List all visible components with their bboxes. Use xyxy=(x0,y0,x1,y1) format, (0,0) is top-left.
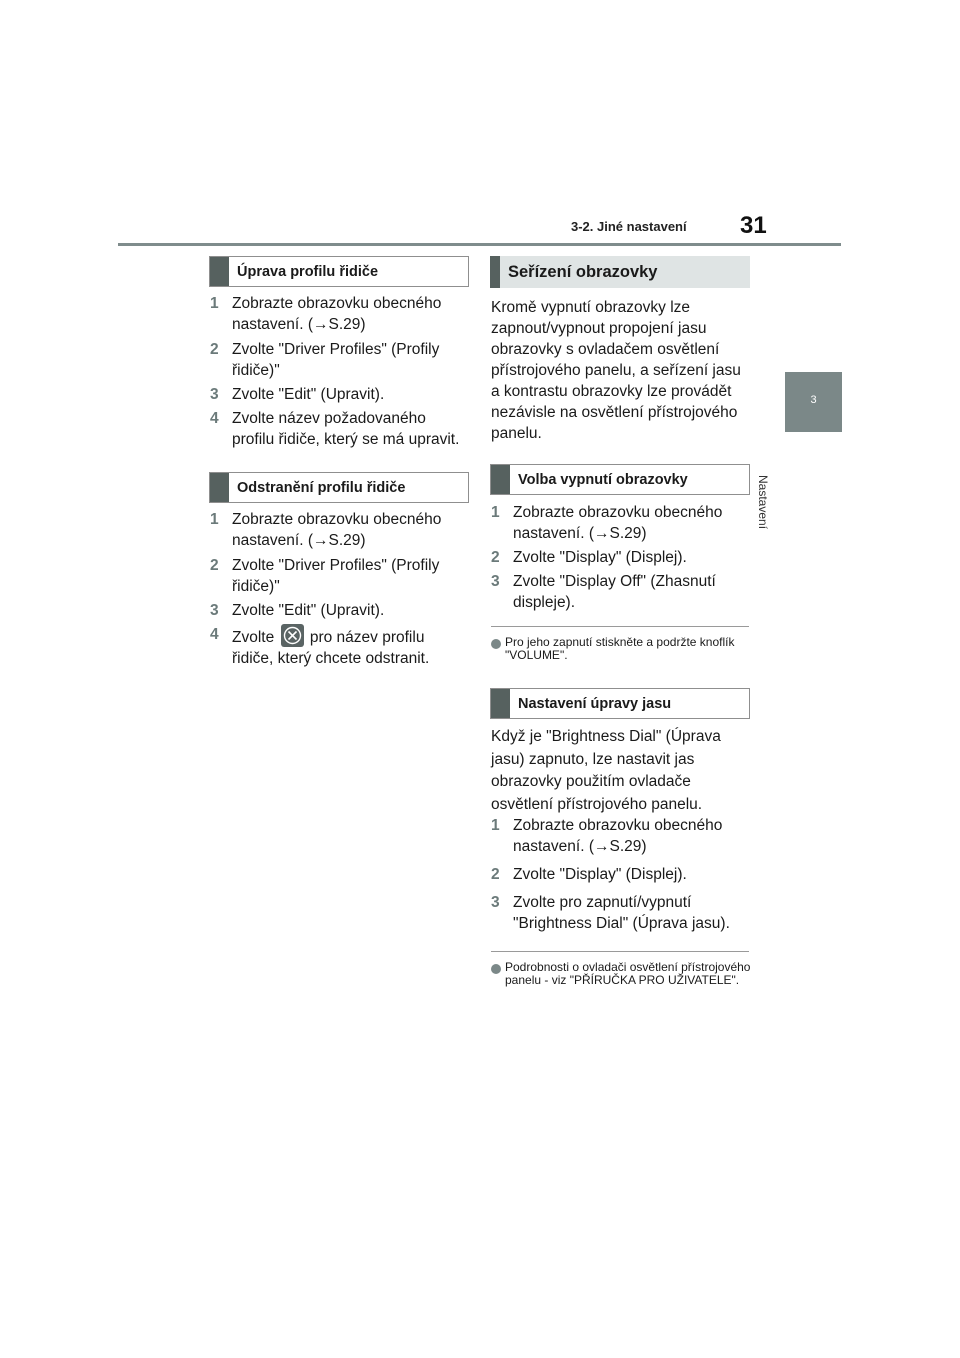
note-rule xyxy=(491,626,749,627)
chapter-label: Nastavení xyxy=(756,475,770,530)
delete-x-icon xyxy=(281,624,304,647)
step-text: Zvolte "Display" (Displej). xyxy=(513,549,687,566)
step-text: Zobrazte obrazovku obecného nastavení. (→S.29) xyxy=(232,511,442,549)
step-number: 3 xyxy=(210,386,219,403)
heading-bar xyxy=(210,257,229,286)
heading-text: Volba vypnutí obrazovky xyxy=(518,471,688,488)
heading-screen-adjust xyxy=(490,256,750,288)
step-item xyxy=(210,600,470,621)
step-number: 2 xyxy=(491,549,500,566)
note-rule xyxy=(491,951,749,952)
step-number: 1 xyxy=(210,511,219,528)
bullet-dot-icon xyxy=(491,639,501,649)
step-item xyxy=(491,571,751,613)
step-text: Zobrazte obrazovku obecného nastavení. (→S.29) xyxy=(513,817,723,855)
heading-brightness xyxy=(490,688,750,719)
screen-intro: Kromě vypnutí obrazovky lze zapnout/vypnout propojení jasu obrazovky s ovladačem osvětlení přístrojového panelu, a seřízení jasu a kontrastu obrazovky lze provádět nezávisle na osvětlení přístrojového panelu. xyxy=(491,299,741,442)
step-item xyxy=(491,547,751,568)
step-item xyxy=(491,892,751,934)
step-text: Zobrazte obrazovku obecného nastavení. (→S.29) xyxy=(232,295,442,333)
heading-text: Seřízení obrazovky xyxy=(508,262,658,281)
step-number: 1 xyxy=(210,295,219,312)
step-number: 3 xyxy=(491,894,500,911)
step-text: Zvolte "Display Off" (Zhasnutí displeje). xyxy=(513,573,716,611)
step-text: Zvolte "Driver Profiles" (Profily řidiče)" xyxy=(232,341,440,379)
step-number: 4 xyxy=(210,626,219,643)
heading-text: Úprava profilu řidiče xyxy=(237,263,379,280)
note-item xyxy=(491,961,751,987)
step-item xyxy=(210,339,470,381)
section-title: 3-2. Jiné nastavení xyxy=(571,219,687,234)
step-text: Zvolte pro zapnutí/vypnutí "Brightness Dial" (Úprava jasu). xyxy=(513,894,730,932)
heading-edit-profile xyxy=(209,256,469,287)
heading-bar xyxy=(491,465,510,494)
step-text-after: pro název profilu řidiče, který chcete odstranit. xyxy=(232,629,430,667)
chapter-number: 3 xyxy=(810,394,817,406)
step-item xyxy=(210,293,470,335)
step-item xyxy=(210,555,470,597)
step-number: 1 xyxy=(491,817,500,834)
step-number: 3 xyxy=(491,573,500,590)
step-number: 2 xyxy=(210,557,219,574)
step-item xyxy=(210,384,470,405)
note-item xyxy=(491,636,751,662)
heading-delete-profile xyxy=(209,472,469,503)
header-rule xyxy=(118,243,841,246)
step-text: Zvolte "Edit" (Upravit). xyxy=(232,602,385,619)
heading-text: Odstranění profilu řidiče xyxy=(237,479,406,496)
step-number: 1 xyxy=(491,504,500,521)
step-text xyxy=(210,624,470,669)
step-item xyxy=(210,624,470,669)
note-text: Pro jeho zapnutí stiskněte a podržte knoflík "VOLUME". xyxy=(505,635,735,662)
step-item xyxy=(491,502,751,544)
chapter-tab xyxy=(785,372,842,432)
note-text: Podrobnosti o ovladači osvětlení přístrojového panelu - viz "PŘÍRUČKA PRO UŽIVATELE". xyxy=(505,960,751,987)
step-item xyxy=(491,864,751,885)
step-number: 3 xyxy=(210,602,219,619)
step-item xyxy=(491,815,751,857)
step-number: 2 xyxy=(491,866,500,883)
step-text: Zvolte název požadovaného profilu řidiče, který se má upravit. xyxy=(232,410,460,448)
heading-bar xyxy=(210,473,229,502)
bullet-dot-icon xyxy=(491,964,501,974)
step-text: Zvolte "Edit" (Upravit). xyxy=(232,386,385,403)
heading-screen-off xyxy=(490,464,750,495)
heading-text: Nastavení úpravy jasu xyxy=(518,695,672,712)
step-text: Zvolte "Display" (Displej). xyxy=(513,866,687,883)
heading-bar xyxy=(490,256,500,288)
step-text: Zvolte "Driver Profiles" (Profily řidiče)" xyxy=(232,557,440,595)
step-item xyxy=(210,509,470,551)
page-number: 31 xyxy=(740,212,767,239)
step-text: Zobrazte obrazovku obecného nastavení. (→S.29) xyxy=(513,504,723,542)
step-number: 2 xyxy=(210,341,219,358)
step-number: 4 xyxy=(210,410,219,427)
step-text-before: Zvolte xyxy=(232,629,275,646)
brightness-intro: Když je "Brightness Dial" (Úprava jasu) zapnuto, lze nastavit jas obrazovky použitím ovladače osvětlení přístrojového panelu. xyxy=(491,728,721,813)
heading-bar xyxy=(491,689,510,718)
step-item xyxy=(210,408,470,450)
